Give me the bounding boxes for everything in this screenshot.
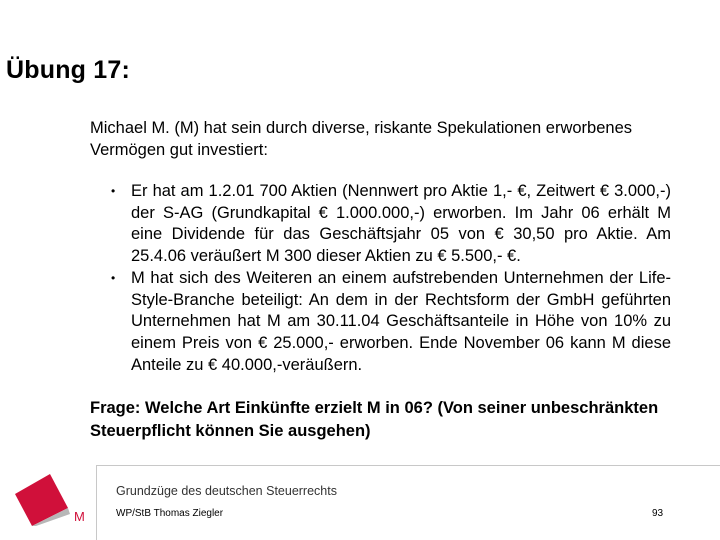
bullet-dot-icon: • bbox=[111, 184, 116, 198]
bullet-item bbox=[108, 268, 671, 377]
bullet-dot-icon: • bbox=[111, 270, 116, 285]
question-text: Frage: Welche Art Einkünfte erzielt M in 06? (Von seiner unbeschränkten Steuerpflicht können Sie ausgehen) bbox=[90, 399, 659, 440]
bullet-text: M hat sich des Weiteren an einem aufstrebenden Unternehmen der Life-Style-Branche beteiligt: An dem in der Rechtsform der GmbH geführten Unternehmen hat M am 30.11.04 Geschäftsanteile in Höhe von 10% zu einem Preis von € 25.000,- erworben. Ende November 06 kann M diese Anteile zu € 40.000,-veräußern. bbox=[131, 268, 671, 374]
footer-subtitle: Grundzüge des deutschen Steuerrechts bbox=[116, 484, 337, 498]
logo-letter: M bbox=[74, 509, 85, 524]
bullet-list bbox=[108, 181, 671, 376]
footer-divider bbox=[96, 465, 720, 540]
page-number: 93 bbox=[652, 508, 664, 519]
bullet-text: Er hat am 1.2.01 700 Aktien (Nennwert pro Aktie 1,- €, Zeitwert € 3.000,-) der S-AG (Grundkapital € 1.000.000,-) erworben. Im Jahr 06 erhält M eine Dividende für das Geschäftsjahr 05 von € 30,50 pro Aktie. Am 25.4.06 veräußert M 300 dieser Aktien zu € 5.500,- €. bbox=[131, 182, 671, 266]
university-logo-icon bbox=[10, 466, 90, 526]
slide-title: Übung 17: bbox=[6, 56, 131, 84]
intro-text: Michael M. (M) hat sein durch diverse, riskante Spekulationen erworbenes Vermögen gut investiert: bbox=[90, 119, 633, 159]
bullet-item bbox=[108, 181, 671, 268]
logo-red-square bbox=[15, 474, 68, 526]
footer-author: WP/StB Thomas Ziegler bbox=[116, 508, 224, 519]
